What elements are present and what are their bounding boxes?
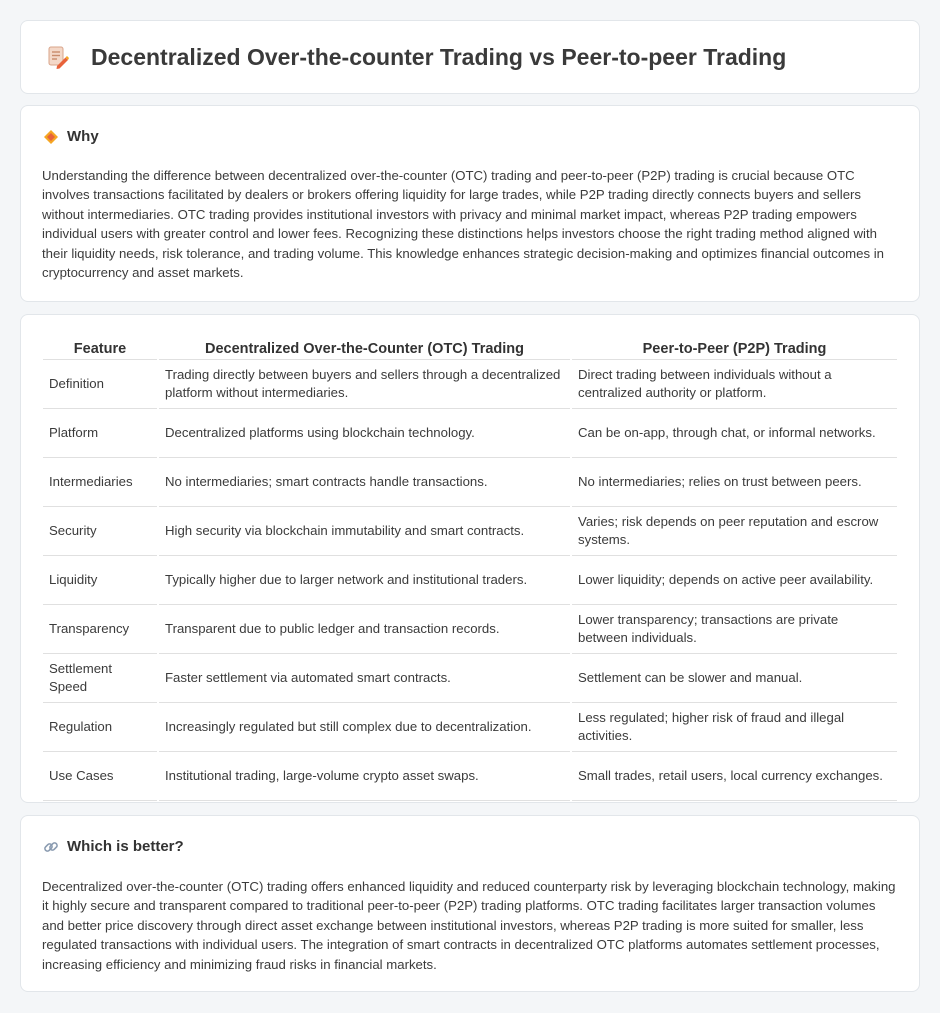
feature-cell: Platform <box>43 409 157 458</box>
better-text: Decentralized over-the-counter (OTC) trading offers enhanced liquidity and reduced counterparty risk by leveraging blockchain technology, making it highly secure and transparent compared to traditional peer-to-peer (P2P) trading platforms. OTC trading facilitates larger transaction volumes and better price discovery through direct asset exchange between institutional investors, whereas P2P trading is more suited for smaller, less regulated transactions with individual users. The integration of smart contracts in decentralized OTC platforms automates settlement processes, increasing efficiency and minimizing fraud risks in financial markets. <box>42 879 896 972</box>
header-card <box>20 20 920 94</box>
p2p-cell: Can be on-app, through chat, or informal networks. <box>572 409 897 458</box>
document-pencil-icon <box>47 45 69 69</box>
otc-cell: Decentralized platforms using blockchain technology. <box>159 409 570 458</box>
feature-cell: Regulation <box>43 703 157 752</box>
why-title: Why <box>67 128 99 145</box>
table-row <box>43 654 897 703</box>
header-otc: Decentralized Over-the-Counter (OTC) Trading <box>159 334 570 360</box>
header-p2p: Peer-to-Peer (P2P) Trading <box>572 334 897 360</box>
otc-cell: Transparent due to public ledger and transaction records. <box>159 605 570 654</box>
otc-cell: Trading directly between buyers and sellers through a decentralized platform without intermediaries. <box>159 360 570 409</box>
otc-cell: Increasingly regulated but still complex due to decentralization. <box>159 703 570 752</box>
table-row <box>43 605 897 654</box>
header-feature: Feature <box>43 334 157 360</box>
table-header-row <box>43 334 897 360</box>
link-icon <box>43 839 59 855</box>
p2p-cell: Direct trading between individuals without a centralized authority or platform. <box>572 360 897 409</box>
comparison-table <box>41 334 899 801</box>
diamond-icon <box>43 129 59 145</box>
feature-cell: Settlement Speed <box>43 654 157 703</box>
table-row <box>43 360 897 409</box>
otc-cell: High security via blockchain immutability and smart contracts. <box>159 507 570 556</box>
table-row <box>43 703 897 752</box>
table-row <box>43 409 897 458</box>
p2p-cell: No intermediaries; relies on trust between peers. <box>572 458 897 507</box>
otc-cell: No intermediaries; smart contracts handle transactions. <box>159 458 570 507</box>
p2p-cell: Varies; risk depends on peer reputation and escrow systems. <box>572 507 897 556</box>
table-row <box>43 458 897 507</box>
otc-cell: Typically higher due to larger network and institutional traders. <box>159 556 570 605</box>
page-title: Decentralized Over-the-counter Trading vs Peer-to-peer Trading <box>91 43 787 70</box>
p2p-cell: Settlement can be slower and manual. <box>572 654 897 703</box>
p2p-cell: Less regulated; higher risk of fraud and illegal activities. <box>572 703 897 752</box>
p2p-cell: Small trades, retail users, local currency exchanges. <box>572 752 897 801</box>
table-row <box>43 507 897 556</box>
why-section <box>20 105 920 302</box>
feature-cell: Intermediaries <box>43 458 157 507</box>
feature-cell: Security <box>43 507 157 556</box>
table-row <box>43 556 897 605</box>
p2p-cell: Lower transparency; transactions are private between individuals. <box>572 605 897 654</box>
otc-cell: Faster settlement via automated smart contracts. <box>159 654 570 703</box>
better-title: Which is better? <box>67 838 184 855</box>
feature-cell: Liquidity <box>43 556 157 605</box>
otc-cell: Institutional trading, large-volume crypto asset swaps. <box>159 752 570 801</box>
comparison-table-card <box>20 314 920 803</box>
feature-cell: Use Cases <box>43 752 157 801</box>
why-text: Understanding the difference between decentralized over-the-counter (OTC) trading and peer-to-peer (P2P) trading is crucial because OTC involves transactions facilitated by dealers or brokers offering liquidity for large trades, while P2P trading directly connects buyers and sellers without intermediaries. OTC trading provides institutional investors with privacy and minimal market impact, whereas P2P trading empowers individual users with greater control and lower fees. Recognizing these distinctions helps investors choose the right trading method aligned with their liquidity needs, risk tolerance, and trading volume. This knowledge enhances strategic decision-making and optimizes financial outcomes in cryptocurrency and asset markets. <box>42 168 885 281</box>
feature-cell: Transparency <box>43 605 157 654</box>
table-row <box>43 752 897 801</box>
p2p-cell: Lower liquidity; depends on active peer availability. <box>572 556 897 605</box>
feature-cell: Definition <box>43 360 157 409</box>
which-is-better-section <box>20 815 920 992</box>
